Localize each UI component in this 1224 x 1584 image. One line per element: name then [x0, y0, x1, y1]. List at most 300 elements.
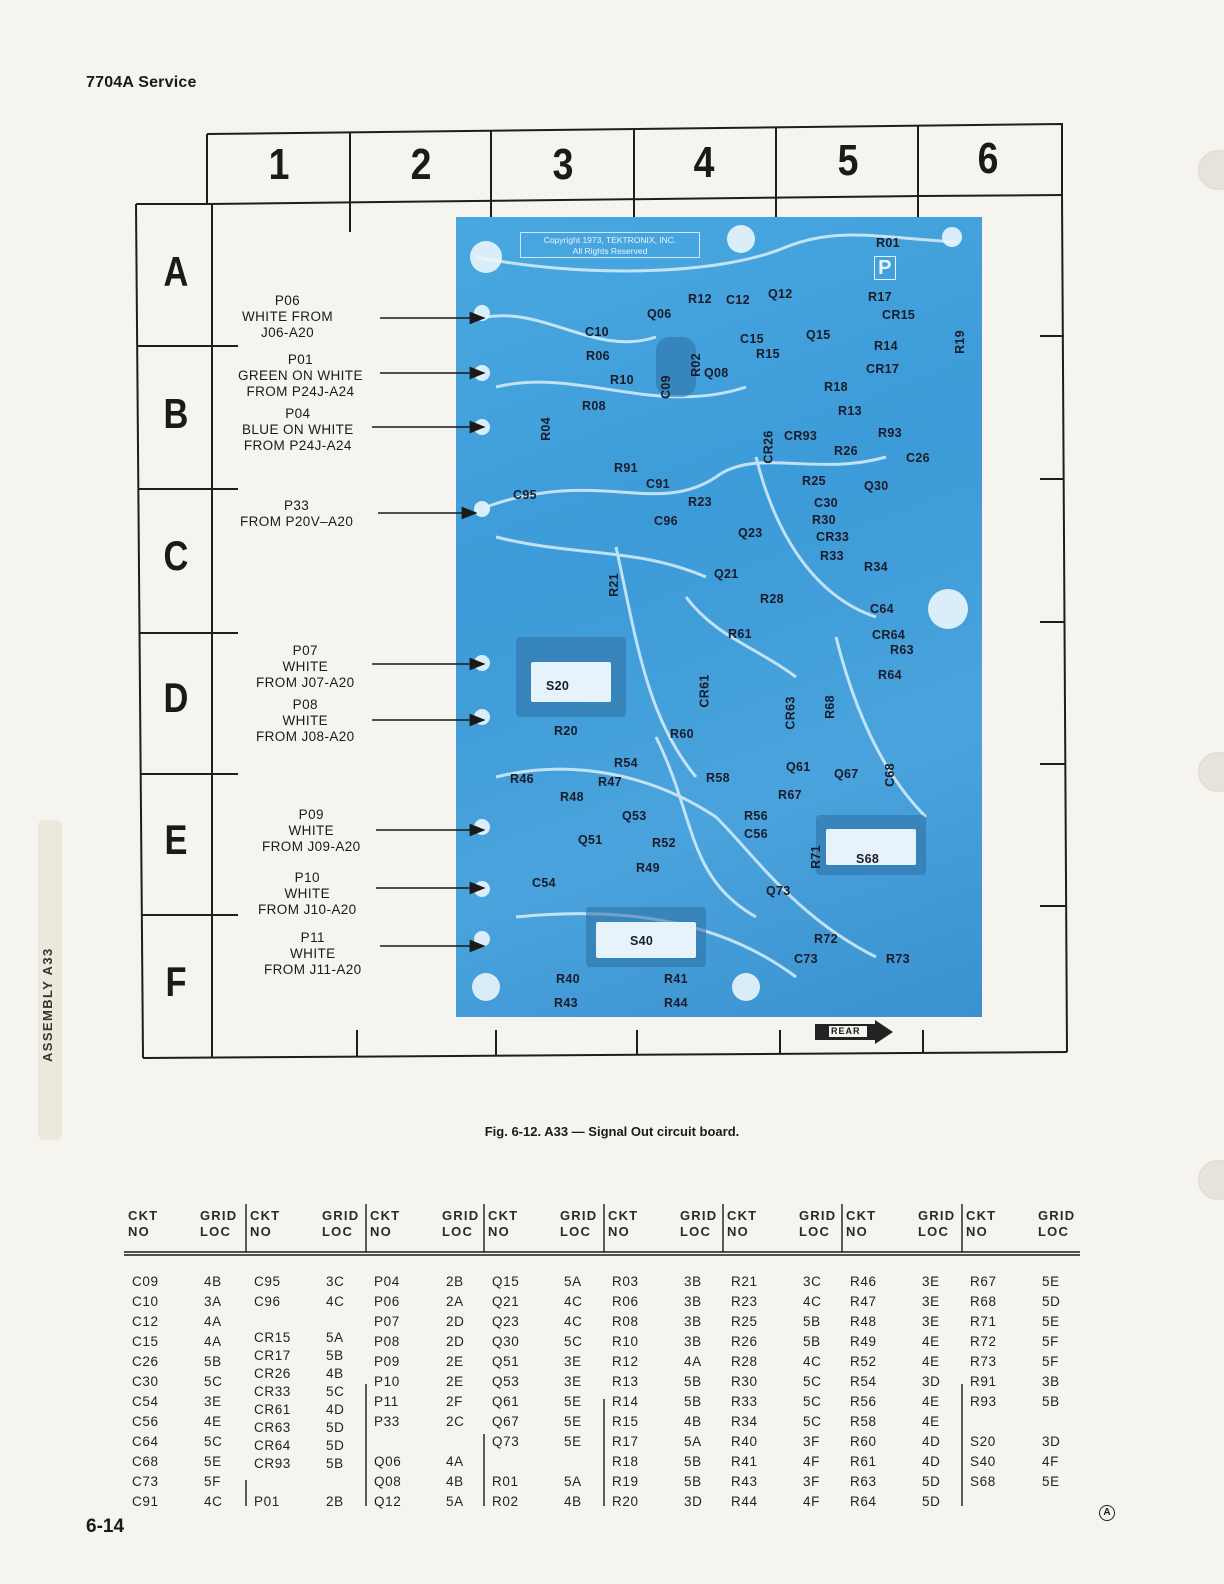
ckt-no-cell: R02: [492, 1494, 519, 1509]
ckt-no-cell: Q15: [492, 1274, 520, 1289]
wire-callout: [256, 643, 355, 691]
ckt-no-cell: Q51: [492, 1354, 520, 1369]
component-label: CR64: [872, 628, 906, 642]
wire-callout-line: FROM P24J-A24: [246, 384, 355, 399]
ckt-no-cell: R06: [612, 1294, 639, 1309]
wire-callout-line: FROM J08-A20: [256, 729, 355, 744]
grid-row-label: A: [163, 248, 189, 295]
grid-loc-cell: 4D: [326, 1402, 345, 1417]
component-label: R63: [890, 643, 914, 657]
component-label: C56: [744, 827, 768, 841]
rear-label: REAR: [831, 1026, 861, 1036]
grid-loc-cell: 3B: [684, 1294, 702, 1309]
ckt-no-cell: R93: [970, 1394, 997, 1409]
ckt-no-cell: CR33: [254, 1384, 291, 1399]
grid-loc-cell: 5C: [204, 1434, 223, 1449]
grid-loc-cell: 5D: [326, 1438, 345, 1453]
board-copyright: [520, 232, 700, 258]
wire-callout-line: P04: [285, 406, 311, 421]
board-p-mark: P: [874, 256, 896, 280]
header-line: LOC: [560, 1224, 592, 1239]
punch-hole: [1198, 1160, 1224, 1200]
ckt-no-cell: R56: [850, 1394, 877, 1409]
component-label: R28: [760, 592, 784, 606]
component-label: CR63: [783, 696, 798, 730]
component-label: R52: [652, 836, 676, 850]
grid-loc-cell: 3C: [326, 1274, 345, 1289]
grid-column-label: 3: [552, 140, 574, 189]
ckt-no-cell: Q08: [374, 1474, 402, 1489]
grid-loc-cell: 5D: [922, 1474, 941, 1489]
grid-loc-cell: 4C: [326, 1294, 345, 1309]
grid-loc-header: [560, 1208, 597, 1240]
ckt-no-cell: C73: [132, 1474, 159, 1489]
circuit-board-photo: [456, 217, 982, 1017]
ckt-no-cell: P08: [374, 1334, 400, 1349]
ckt-no-cell: C95: [254, 1274, 281, 1289]
header-line: NO: [370, 1224, 392, 1239]
grid-row-label: D: [163, 674, 189, 721]
component-label: Q61: [786, 760, 811, 774]
page-number: 6-14: [86, 1516, 125, 1537]
component-label: Q12: [768, 287, 793, 301]
grid-loc-cell: 5C: [564, 1334, 583, 1349]
ckt-no-cell: R43: [731, 1474, 758, 1489]
header-line: CKT: [608, 1208, 639, 1223]
header-line: GRID: [1038, 1208, 1076, 1223]
wire-callout-line: FROM P24J-A24: [243, 438, 352, 453]
wire-callout-line: FROM J09-A20: [262, 839, 361, 854]
component-label: R47: [598, 775, 622, 789]
ckt-no-cell: R40: [731, 1434, 758, 1449]
grid-loc-cell: 5C: [326, 1384, 345, 1399]
component-label: R08: [582, 399, 606, 413]
ckt-no-cell: C09: [132, 1274, 159, 1289]
wire-callout: [242, 293, 333, 341]
wire-callout: [264, 930, 362, 978]
grid-loc-cell: 3E: [204, 1394, 222, 1409]
grid-loc-cell: 5A: [326, 1330, 344, 1345]
grid-loc-cell: 4A: [446, 1454, 464, 1469]
ckt-no-cell: C30: [132, 1374, 159, 1389]
ckt-no-header: [727, 1208, 757, 1240]
component-label: C54: [532, 876, 556, 890]
component-label: C15: [740, 332, 764, 346]
wire-callout: [238, 352, 363, 400]
ckt-no-cell: R28: [731, 1354, 758, 1369]
header-line: LOC: [1038, 1224, 1070, 1239]
component-label: R44: [664, 996, 688, 1010]
ckt-no-cell: R61: [850, 1454, 877, 1469]
grid-row-label: E: [164, 816, 188, 863]
grid-loc-cell: 3C: [803, 1274, 822, 1289]
header-line: NO: [128, 1224, 150, 1239]
ckt-no-cell: P06: [374, 1294, 400, 1309]
component-label: R12: [688, 292, 712, 306]
grid-loc-cell: 4E: [922, 1414, 940, 1429]
ckt-no-cell: CR17: [254, 1348, 291, 1363]
component-label: C95: [513, 488, 537, 502]
header-line: NO: [250, 1224, 272, 1239]
grid-loc-cell: 2E: [446, 1374, 464, 1389]
header-line: GRID: [200, 1208, 238, 1223]
ckt-no-cell: R25: [731, 1314, 758, 1329]
grid-loc-cell: 4E: [922, 1394, 940, 1409]
grid-loc-header: [442, 1208, 479, 1240]
grid-loc-cell: 5B: [1042, 1394, 1060, 1409]
grid-loc-cell: 4A: [204, 1334, 222, 1349]
grid-loc-cell: 4A: [684, 1354, 702, 1369]
grid-loc-cell: 4C: [564, 1314, 583, 1329]
grid-loc-cell: 3E: [564, 1354, 582, 1369]
grid-loc-cell: 2A: [446, 1294, 464, 1309]
ckt-no-cell: R19: [612, 1474, 639, 1489]
ckt-no-cell: R01: [492, 1474, 519, 1489]
grid-loc-cell: 5F: [204, 1474, 221, 1489]
header-line: GRID: [918, 1208, 956, 1223]
grid-loc-cell: 5E: [1042, 1274, 1060, 1289]
wire-callout-line: P11: [300, 930, 325, 945]
component-label: R40: [556, 972, 580, 986]
ckt-no-cell: R41: [731, 1454, 758, 1469]
grid-loc-cell: 4B: [446, 1474, 464, 1489]
ckt-no-cell: P04: [374, 1274, 400, 1289]
component-label: CR93: [784, 429, 818, 443]
ckt-no-cell: R15: [612, 1414, 639, 1429]
header-line: CKT: [128, 1208, 159, 1223]
header-line: NO: [488, 1224, 510, 1239]
grid-loc-cell: 2F: [446, 1394, 463, 1409]
grid-loc-cell: 2E: [446, 1354, 464, 1369]
wire-callout: [242, 406, 354, 454]
component-label: R68: [822, 695, 837, 719]
wire-callout-line: P08: [292, 697, 318, 712]
wire-callout-line: FROM P20V–A20: [240, 514, 354, 529]
grid-loc-cell: 5B: [326, 1456, 344, 1471]
grid-loc-cell: 4F: [1042, 1454, 1059, 1469]
ckt-no-cell: R52: [850, 1354, 877, 1369]
ckt-no-cell: R03: [612, 1274, 639, 1289]
grid-loc-cell: 4B: [204, 1274, 222, 1289]
grid-row-label: F: [165, 958, 187, 1005]
component-label: C26: [906, 451, 930, 465]
component-label: Q06: [647, 307, 672, 321]
grid-loc-cell: 5E: [1042, 1314, 1060, 1329]
component-label: R54: [614, 756, 638, 770]
component-label: R19: [952, 330, 967, 354]
component-label: C12: [726, 293, 750, 307]
grid-loc-cell: 4A: [204, 1314, 222, 1329]
board-copyright-line: Copyright 1973, TEKTRONIX, INC.: [543, 235, 677, 245]
ckt-no-cell: CR15: [254, 1330, 291, 1345]
ckt-no-cell: Q23: [492, 1314, 520, 1329]
grid-loc-cell: 2B: [326, 1494, 344, 1509]
wire-callout-line: WHITE: [284, 886, 331, 901]
grid-loc-cell: 5F: [1042, 1354, 1059, 1369]
ckt-no-cell: R14: [612, 1394, 639, 1409]
grid-loc-cell: 5B: [204, 1354, 222, 1369]
ckt-no-cell: S68: [970, 1474, 996, 1489]
grid-loc-cell: 4B: [684, 1414, 702, 1429]
grid-loc-cell: 5A: [564, 1474, 582, 1489]
component-label: C64: [870, 602, 894, 616]
component-label: R60: [670, 727, 694, 741]
wire-callout-line: FROM J11-A20: [264, 962, 362, 977]
ckt-no-cell: R23: [731, 1294, 758, 1309]
grid-loc-cell: 5C: [204, 1374, 223, 1389]
grid-row-label: C: [163, 532, 189, 579]
grid-loc-cell: 4E: [204, 1414, 222, 1429]
component-label: C96: [654, 514, 678, 528]
grid-loc-cell: 5C: [803, 1394, 822, 1409]
component-label: R02: [688, 353, 703, 377]
ckt-no-header: [250, 1208, 280, 1240]
wire-callout-line: WHITE: [282, 659, 329, 674]
component-label: C68: [882, 763, 897, 787]
grid-loc-cell: 4B: [326, 1366, 344, 1381]
ckt-no-cell: R12: [612, 1354, 639, 1369]
wire-callout-line: P10: [294, 870, 320, 885]
grid-loc-cell: 3D: [922, 1374, 941, 1389]
header-line: LOC: [799, 1224, 831, 1239]
component-label: Q67: [834, 767, 859, 781]
component-label: R15: [756, 347, 780, 361]
ckt-no-cell: C68: [132, 1454, 159, 1469]
header-line: CKT: [727, 1208, 758, 1223]
component-label: R30: [812, 513, 836, 527]
grid-loc-cell: 3E: [564, 1374, 582, 1389]
component-label: Q53: [622, 809, 647, 823]
wire-callout: [256, 697, 355, 745]
wire-callout: [240, 498, 353, 530]
grid-loc-cell: 3E: [922, 1294, 940, 1309]
ckt-no-cell: CR63: [254, 1420, 291, 1435]
ckt-no-cell: C91: [132, 1494, 159, 1509]
grid-loc-cell: 5B: [684, 1374, 702, 1389]
wire-callout-line: P09: [298, 807, 324, 822]
grid-loc-cell: 5D: [922, 1494, 941, 1509]
ckt-no-cell: P11: [374, 1394, 399, 1409]
ckt-no-cell: R68: [970, 1294, 997, 1309]
grid-loc-cell: 4C: [204, 1494, 223, 1509]
grid-loc-cell: 3D: [1042, 1434, 1061, 1449]
page-header-title: 7704A Service: [86, 74, 197, 91]
grid-loc-cell: 2D: [446, 1334, 465, 1349]
component-label: R06: [586, 349, 610, 363]
grid-loc-cell: 4E: [922, 1354, 940, 1369]
grid-column-label: 2: [410, 140, 432, 189]
ckt-no-cell: P33: [374, 1414, 400, 1429]
grid-loc-cell: 3B: [684, 1274, 702, 1289]
ckt-no-cell: C56: [132, 1414, 159, 1429]
grid-loc-cell: 3E: [922, 1274, 940, 1289]
ckt-no-cell: CR61: [254, 1402, 291, 1417]
component-label: C10: [585, 325, 609, 339]
grid-loc-cell: 2B: [446, 1274, 464, 1289]
header-line: LOC: [680, 1224, 712, 1239]
grid-loc-cell: 3B: [684, 1334, 702, 1349]
ckt-no-cell: CR26: [254, 1366, 291, 1381]
component-label: R25: [802, 474, 826, 488]
component-label: R34: [864, 560, 888, 574]
ckt-no-cell: Q12: [374, 1494, 402, 1509]
header-line: CKT: [846, 1208, 877, 1223]
header-line: NO: [727, 1224, 749, 1239]
ckt-no-cell: R71: [970, 1314, 997, 1329]
ckt-no-cell: Q53: [492, 1374, 520, 1389]
component-label: R41: [664, 972, 688, 986]
component-label: Q08: [704, 366, 729, 380]
ckt-no-cell: Q06: [374, 1454, 402, 1469]
component-label: C73: [794, 952, 818, 966]
grid-loc-cell: 3D: [684, 1494, 703, 1509]
grid-loc-cell: 5B: [684, 1474, 702, 1489]
grid-loc-cell: 5B: [326, 1348, 344, 1363]
ckt-no-cell: R26: [731, 1334, 758, 1349]
grid-loc-cell: 4C: [803, 1354, 822, 1369]
ckt-no-cell: CR93: [254, 1456, 291, 1471]
grid-loc-cell: 5F: [1042, 1334, 1059, 1349]
component-label: C30: [814, 496, 838, 510]
wire-callout-line: WHITE: [288, 823, 335, 838]
ckt-no-cell: P07: [374, 1314, 400, 1329]
component-label: R01: [876, 236, 900, 250]
ckt-no-cell: C10: [132, 1294, 159, 1309]
ckt-no-cell: R54: [850, 1374, 877, 1389]
grid-loc-header: [200, 1208, 237, 1240]
ckt-no-cell: C12: [132, 1314, 159, 1329]
grid-column-label: 5: [837, 136, 859, 185]
grid-loc-cell: 4D: [922, 1454, 941, 1469]
component-label: R49: [636, 861, 660, 875]
wire-callout-line: J06-A20: [260, 325, 315, 340]
component-label: R61: [728, 627, 752, 641]
grid-loc-cell: 5D: [1042, 1294, 1061, 1309]
header-line: CKT: [370, 1208, 401, 1223]
component-label: S40: [630, 934, 654, 948]
ckt-no-cell: Q30: [492, 1334, 520, 1349]
grid-loc-cell: 5B: [803, 1314, 821, 1329]
grid-loc-header: [918, 1208, 955, 1240]
grid-loc-cell: 5D: [326, 1420, 345, 1435]
component-label: R26: [834, 444, 858, 458]
grid-loc-cell: 2C: [446, 1414, 465, 1429]
grid-loc-cell: 5C: [803, 1374, 822, 1389]
grid-loc-header: [680, 1208, 717, 1240]
ckt-no-cell: R48: [850, 1314, 877, 1329]
wire-callout-line: GREEN ON WHITE: [238, 368, 363, 383]
header-line: GRID: [799, 1208, 837, 1223]
component-label: R04: [538, 417, 553, 441]
ckt-no-cell: R18: [612, 1454, 639, 1469]
figure-caption: Fig. 6-12. A33 — Signal Out circuit board.: [484, 1124, 740, 1139]
component-label: R67: [778, 788, 802, 802]
component-label: Q73: [766, 884, 791, 898]
component-label: R20: [554, 724, 578, 738]
ckt-no-cell: S40: [970, 1454, 996, 1469]
grid-loc-cell: 3A: [204, 1294, 222, 1309]
ckt-no-cell: Q61: [492, 1394, 520, 1409]
component-label: Q51: [578, 833, 603, 847]
assembly-side-label: ASSEMBLY A33: [40, 947, 55, 1062]
component-label: R17: [868, 290, 892, 304]
ckt-no-cell: R63: [850, 1474, 877, 1489]
ckt-no-cell: R17: [612, 1434, 639, 1449]
component-label: R71: [808, 845, 823, 869]
wire-callout-line: WHITE: [290, 946, 336, 961]
grid-loc-cell: 3B: [684, 1314, 702, 1329]
grid-loc-header: [799, 1208, 836, 1240]
wire-callout-line: P06: [274, 293, 301, 308]
revision-mark: A: [1099, 1505, 1115, 1521]
ckt-no-cell: R47: [850, 1294, 877, 1309]
grid-loc-cell: 4F: [803, 1454, 820, 1469]
rear-direction-arrow: [815, 1020, 895, 1049]
ckt-no-cell: R33: [731, 1394, 758, 1409]
grid-row-label: B: [163, 390, 189, 437]
grid-loc-cell: 3F: [803, 1474, 820, 1489]
grid-loc-cell: 4E: [922, 1334, 940, 1349]
grid-loc-cell: 5A: [684, 1434, 702, 1449]
component-label: CR33: [816, 530, 850, 544]
component-label: R72: [814, 932, 838, 946]
grid-column-label: 6: [977, 134, 999, 183]
header-line: GRID: [560, 1208, 598, 1223]
wire-callout-line: WHITE: [282, 713, 329, 728]
grid-loc-cell: 4D: [922, 1434, 941, 1449]
component-label: R18: [824, 380, 848, 394]
grid-loc-cell: 4C: [564, 1294, 583, 1309]
ckt-no-cell: R46: [850, 1274, 877, 1289]
ckt-no-cell: R58: [850, 1414, 877, 1429]
ckt-no-cell: R21: [731, 1274, 758, 1289]
wire-callout: [258, 870, 357, 918]
grid-loc-cell: 5E: [564, 1394, 582, 1409]
header-line: NO: [608, 1224, 630, 1239]
ckt-no-cell: R20: [612, 1494, 639, 1509]
component-label: Q15: [806, 328, 831, 342]
header-line: LOC: [322, 1224, 354, 1239]
component-label: C09: [658, 375, 673, 399]
grid-loc-cell: 5E: [564, 1434, 582, 1449]
header-line: CKT: [966, 1208, 997, 1223]
ckt-no-cell: Q67: [492, 1414, 520, 1429]
grid-loc-cell: 4F: [803, 1494, 820, 1509]
ckt-no-cell: C26: [132, 1354, 159, 1369]
header-line: NO: [846, 1224, 868, 1239]
component-label: R48: [560, 790, 584, 804]
grid-loc-cell: 4C: [803, 1294, 822, 1309]
ckt-no-cell: CR64: [254, 1438, 291, 1453]
ckt-no-cell: C96: [254, 1294, 281, 1309]
ckt-no-header: [128, 1208, 158, 1240]
component-label: S68: [856, 852, 880, 866]
wire-callout: [262, 807, 361, 855]
ckt-no-cell: R60: [850, 1434, 877, 1449]
component-label: S20: [546, 679, 570, 693]
ckt-no-cell: R44: [731, 1494, 758, 1509]
grid-loc-cell: 5E: [204, 1454, 222, 1469]
board-copyright-line: All Rights Reserved: [572, 246, 648, 256]
component-label: R13: [838, 404, 862, 418]
ckt-no-cell: C54: [132, 1394, 159, 1409]
component-label: CR26: [761, 430, 776, 464]
ckt-no-cell: R08: [612, 1314, 639, 1329]
header-line: LOC: [918, 1224, 950, 1239]
ckt-no-cell: P09: [374, 1354, 400, 1369]
wire-callout-line: FROM J07-A20: [256, 675, 355, 690]
component-label: Q21: [714, 567, 739, 581]
